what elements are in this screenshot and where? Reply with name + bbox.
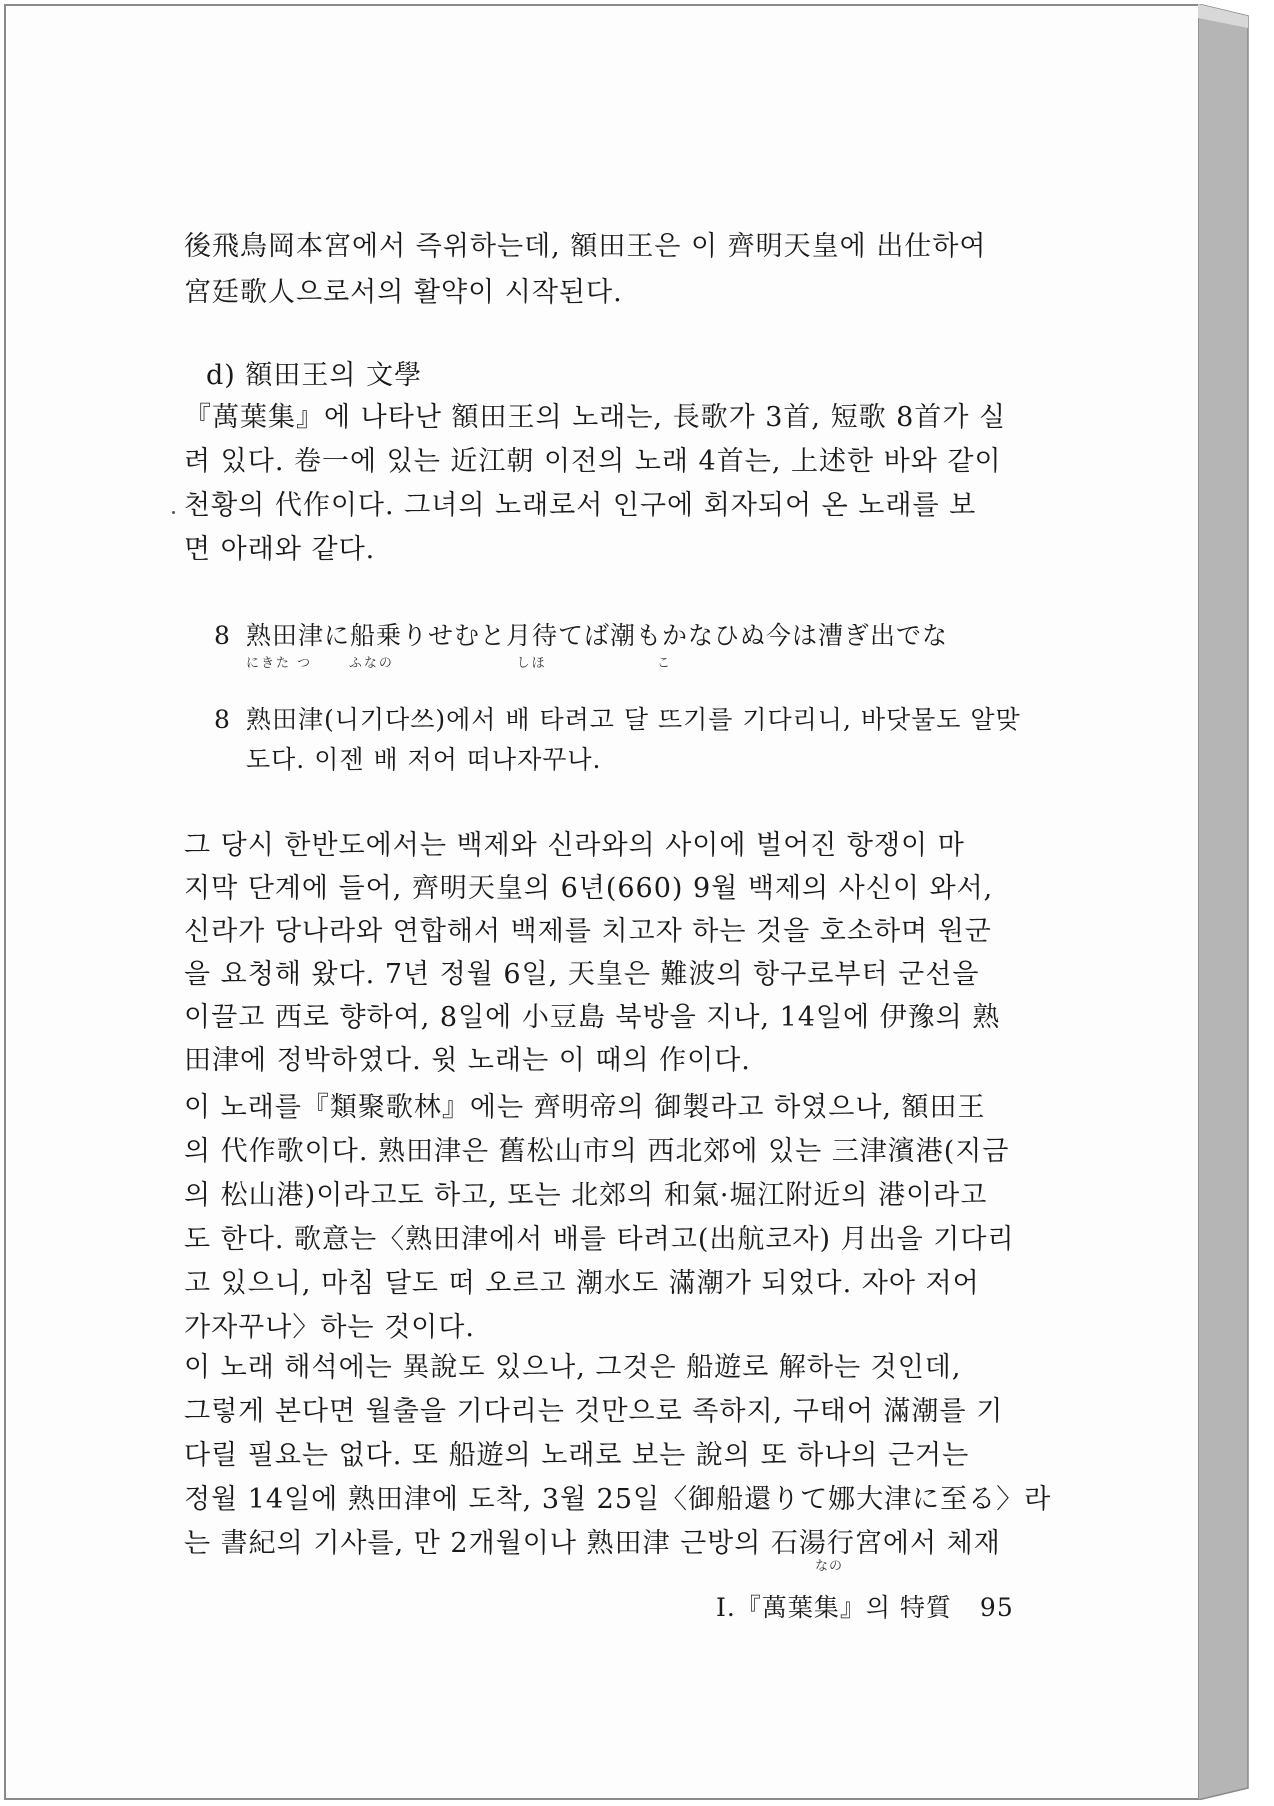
text-line: 다릴 필요는 없다. 또 船遊의 노래로 보는 說의 또 하나의 근거는 <box>184 1440 970 1471</box>
text-line: 後飛鳥岡本宮에서 즉위하는데, 額田王은 이 齊明天皇에 出仕하여 <box>184 231 987 262</box>
text-line: 『萬葉集』에 나타난 額田王의 노래는, 長歌가 3首, 短歌 8首가 실 <box>184 402 1007 433</box>
text-line: 田津에 정박하였다. 윗 노래는 이 때의 作이다. <box>184 1045 751 1076</box>
text-line: 도 한다. 歌意는〈熟田津에서 배를 타려고(出航코자) 月出을 기다리 <box>184 1224 1015 1255</box>
text-line: 그렇게 본다면 월출을 기다리는 것만으로 족하지, 구태어 滿潮를 기 <box>184 1396 1004 1427</box>
poem-korean-line: 熟田津(니기다쓰)에서 배 타려고 달 뜨기를 기다리니, 바닷물도 알맞 <box>246 705 1021 734</box>
ruby-annotation: なの <box>815 1559 844 1574</box>
text-line: 려 있다. 卷一에 있는 近江朝 이전의 노래 4首는, 上述한 바와 같이 <box>184 446 1002 477</box>
running-footer-title: Ⅰ.『萬葉集』의 特質 <box>716 1593 952 1622</box>
body-paragraph-3 <box>184 1346 1052 1566</box>
text-line: 이끌고 西로 향하여, 8일에 小豆島 북방을 지나, 14일에 伊豫의 熟 <box>184 1002 1001 1033</box>
text-line: 그 당시 한반도에서는 백제와 신라와의 사이에 벌어진 항쟁이 마 <box>184 830 965 861</box>
text-line: 의 松山港)이라고도 하고, 또는 北郊의 和氣·堀江附近의 港이라고 <box>184 1180 988 1211</box>
poem-ruby: にきた つ ふなの しほ こ <box>246 656 672 671</box>
text-line: 의 代作歌이다. 熟田津은 舊松山市의 西北郊에 있는 三津濱港(지금 <box>184 1136 1010 1167</box>
text-line: 이 노래를『類聚歌林』에는 齊明帝의 御製라고 하였으나, 額田王 <box>184 1092 986 1123</box>
text-line: 지막 단계에 들어, 齊明天皇의 6년(660) 9월 백제의 사신이 와서, <box>184 873 994 904</box>
text-line: 는 書紀의 기사를, 만 2개월이나 熟田津 근방의 石湯行宮에서 체재 <box>184 1528 1001 1559</box>
text-line: 정월 14일에 熟田津에 도착, 3월 25일〈御船還りて娜大津に至る〉라 <box>184 1484 1052 1515</box>
poem-korean <box>214 700 1021 780</box>
body-paragraph-2 <box>184 1086 1014 1350</box>
poem-japanese <box>214 620 948 652</box>
text-line: 을 요청해 왔다. 7년 정월 6일, 天皇은 難波의 항구로부터 군선을 <box>184 959 980 990</box>
text-line: 고 있으니, 마침 달도 떠 오르고 潮水도 滿潮가 되었다. 자아 저어 <box>184 1268 980 1299</box>
page-number: 95 <box>979 1593 1014 1622</box>
section-heading: d) 額田王의 文學 <box>206 360 423 391</box>
text-line: 이 노래 해석에는 異說도 있으나, 그것은 船遊로 解하는 것인데, <box>184 1352 962 1383</box>
text-line: 宮廷歌人으로서의 활약이 시작된다. <box>184 277 623 308</box>
book-spine <box>1198 4 1254 1800</box>
poem-japanese-text: 熟田津に船乗りせむと月待てば潮もかなひぬ今は漕ぎ出でな <box>246 621 949 650</box>
poem-number: 8 <box>214 621 231 650</box>
text-line: 가자꾸나〉하는 것이다. <box>184 1312 475 1343</box>
section-paragraph <box>184 396 1014 572</box>
text-line: 천황의 代作이다. 그녀의 노래로서 인구에 회자되어 온 노래를 보 <box>184 490 977 521</box>
poem-number: 8 <box>214 705 231 734</box>
text-line: 면 아래와 같다. <box>184 534 376 565</box>
intro-paragraph <box>184 224 1014 316</box>
text-line: 신라가 당나라와 연합해서 백제를 치고자 하는 것을 호소하며 원군 <box>184 916 992 947</box>
margin-dot <box>172 511 175 514</box>
poem-korean-line: 도다. 이젠 배 저어 떠나자꾸나. <box>246 745 602 774</box>
body-paragraph-1 <box>184 824 1014 1082</box>
page-footer <box>716 1588 1014 1624</box>
